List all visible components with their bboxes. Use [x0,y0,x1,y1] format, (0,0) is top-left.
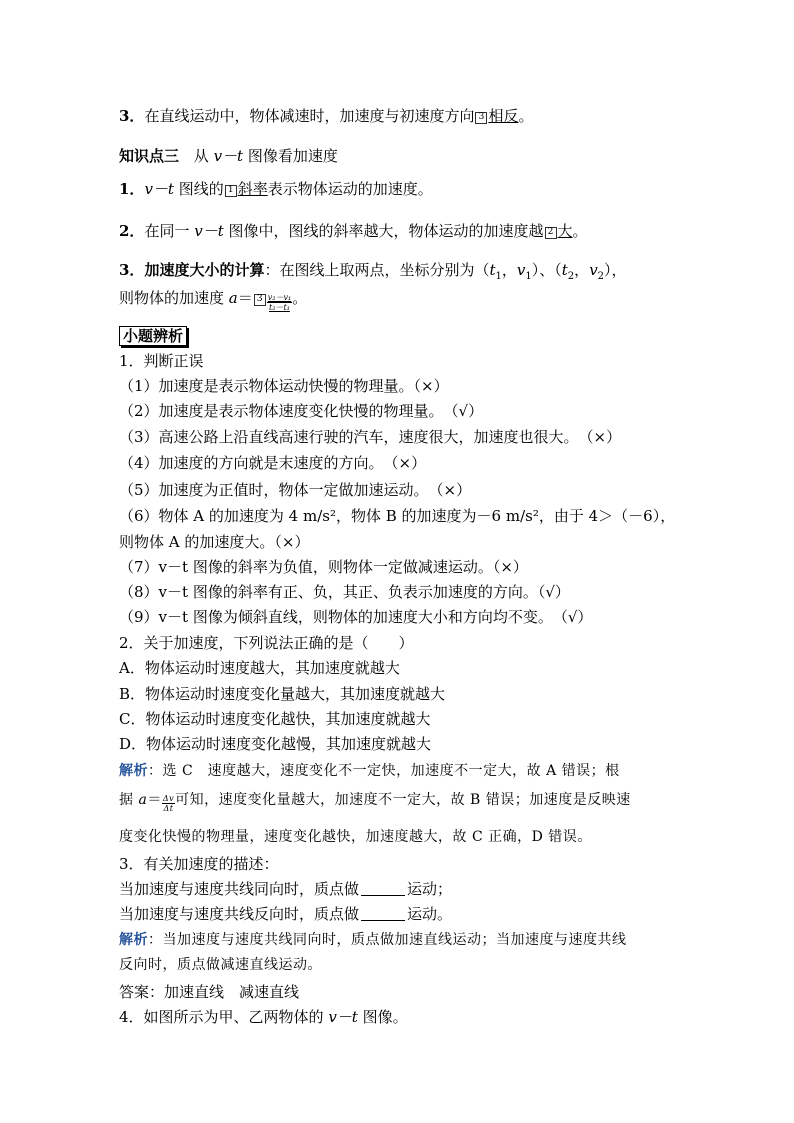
item-text: 在直线运动中，物体减速时，加速度与初速度方向 [144,107,475,125]
math-var: v－t [144,180,174,198]
knowledge-point-3-line1: 3．加速度大小的计算：在图线上取两点，坐标分别为（$t_1$，$v_1$）、（$t_2$，$v_2$）， [119,261,627,282]
answer-line [119,983,299,1001]
knowledge-item-3 [119,107,533,125]
explanation-text: ：选 C 速度越大，速度变化不一定快，加速度不一定大，故 A 错误；根 [148,763,620,779]
item-punct: 。 [572,222,588,240]
explanation-text: ：当加速度与速度共线同向时，质点做加速直线运动；当加速度与速度共线 [148,932,627,948]
judge-item: （1）加速度是表示物体运动快慢的物理量。（×） [119,377,449,395]
judge-item: （4）加速度的方向就是末速度的方向。 （×） [119,454,427,472]
answer-marker: 2 [545,227,557,239]
judge-item: （6）物体 A 的加速度为 4 m/s²，物体 B 的加速度为－6 m/s²，由于 4＞（－6）， [119,507,676,525]
section-subtitle-pre: 从 [193,147,214,165]
answer-text: ：加速直线 减速直线 [149,983,300,1001]
item-text: 则物体的加速度 [119,289,229,307]
section-title: 知识点三 [119,147,180,165]
item-text: 表示物体运动的加速度。 [267,180,433,198]
item-text: 图线的 [173,180,224,198]
section-subtitle-post: 图像看加速度 [243,147,338,165]
math-sub: 2 [597,271,605,282]
math-eq: ＝ [237,289,253,307]
item-bold-text: 加速度大小的计算 [144,261,265,279]
item-punct: 。 [292,289,308,307]
fraction [267,293,292,312]
fraction-numerator: v₂－v₁ [267,293,292,302]
question-3: 3．有关加速度的描述： [119,855,279,873]
item-number: 3． [119,261,145,279]
fraction-denominator: Δt [163,804,174,813]
item-number: 2． [119,222,145,240]
fraction [162,794,175,813]
math-sub: 1 [525,271,532,282]
explanation-3-line2: 反向时，质点做减速直线运动。 [119,957,322,973]
question-3-line2 [119,905,452,923]
explanation-text: 可知，速度变化量越大，加速度不一定大，故 B 错误；加速度是反映速 [175,792,631,808]
question-text: 4．如图所示为甲、乙两物体的 [119,1008,329,1026]
explanation-2-line2 [119,792,631,813]
math-var: t [561,261,568,279]
explanation-2-line3: 度变化快慢的物理量，速度变化越快，加速度越大，故 C 正确，D 错误。 [119,829,592,845]
answer-marker: 3 [254,294,266,306]
fraction-denominator: t₂－t₁ [269,303,290,312]
math-var: a [228,289,238,307]
math-var: v－t [328,1008,358,1026]
judge-item: （3）高速公路上沿直线高速行驶的汽车，速度很大，加速度也很大。 （×） [119,428,622,446]
badge-label: 小题辨析 [119,326,187,346]
knowledge-point-3-line2 [119,289,307,312]
judge-item: （8）v－t 图像的斜率有正、负，其正、负表示加速度的方向。（√） [119,583,570,601]
item-text: ：在图线上取两点，坐标分别为（ [264,261,490,279]
question-1: 1．判断正误 [119,352,204,370]
item-text: 在同一 [144,222,195,240]
math-eq: ＝ [147,792,162,808]
math-var: a [138,792,148,808]
math-var: t [489,261,496,279]
fraction-numerator: Δv [162,794,175,803]
answer-blank [361,882,405,896]
knowledge-point-2 [119,222,588,240]
exercise-badge [119,326,187,346]
answer-blank [361,907,405,921]
question-3-line1 [119,880,452,898]
option-c: C．物体运动时速度变化越快，其加速度就越大 [119,710,431,728]
judge-item-continued: 则物体 A 的加速度大。（×） [119,533,310,551]
question-text: 当加速度与速度共线同向时，质点做 [119,880,360,898]
item-punct: 。 [518,107,534,125]
answer-marker: 3 [475,112,487,124]
judge-item: （2）加速度是表示物体速度变化快慢的物理量。 （√） [119,402,484,420]
question-text: 图像。 [357,1008,408,1026]
math-sub: 2 [567,271,575,282]
math-var: v [589,261,598,279]
math-var: v－t [194,222,224,240]
question-text: 当加速度与速度共线反向时，质点做 [119,905,360,923]
question-2: 2．关于加速度，下列说法正确的是（ ） [119,634,414,652]
explanation-3-line1 [119,932,627,949]
answer-text: 大 [557,222,573,240]
judge-item: （9）v－t 图像为倾斜直线，则物体的加速度大小和方向均不变。 （√） [119,608,593,626]
question-4 [119,1008,408,1026]
explanation-label: 解析 [119,932,148,948]
item-text: 图像中，图线的斜率越大，物体运动的加速度越 [223,222,544,240]
answer-label: 答案 [119,983,150,1001]
question-text: 运动； [407,880,453,898]
answer-text: 相反 [488,107,519,125]
answer-text: 斜率 [237,180,268,198]
math-var: v [516,261,526,279]
knowledge-point-1 [119,180,433,198]
item-number: 3． [119,107,145,125]
judge-item: （5）加速度为正值时，物体一定做加速运动。 （×） [119,481,472,499]
answer-marker: 1 [225,185,237,197]
item-number: 1． [119,180,145,198]
question-text: 运动。 [407,905,453,923]
option-b: B．物体运动时速度变化量越大，其加速度就越大 [119,685,446,703]
option-d: D．物体运动时速度变化越慢，其加速度就越大 [119,735,432,753]
explanation-label: 解析 [119,763,148,779]
math-sub: 1 [495,271,502,282]
explanation-text: 据 [119,792,139,808]
judge-item: （7）v－t 图像的斜率为负值，则物体一定做减速运动。（×） [119,558,528,576]
section-subtitle-var: v－t [213,147,244,165]
item-text: ）、（ [531,261,562,279]
section-heading [119,147,338,165]
explanation-2-line1 [119,763,620,780]
item-text: ）， [604,261,627,279]
option-a: A．物体运动时速度越大，其加速度就越大 [119,659,400,677]
